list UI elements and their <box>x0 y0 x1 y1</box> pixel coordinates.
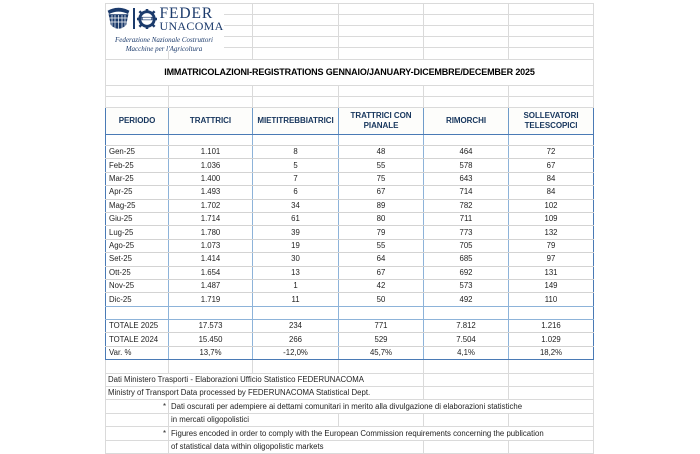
empty-cell <box>169 135 253 146</box>
cell-rimorchi: 464 <box>424 146 509 159</box>
cell-trattrici: 13,7% <box>169 346 253 359</box>
cell-sollevatori-telescopici: 1.216 <box>509 320 594 333</box>
empty-cell <box>509 15 594 26</box>
empty-cell <box>339 15 424 26</box>
empty-cell <box>509 37 594 48</box>
logo-tagline-line1: Federazione Nazionale Costruttori <box>115 36 213 44</box>
cell-sollevatori-telescopici: 18,2% <box>509 346 594 359</box>
column-header-trattrici: TRATTRICI <box>169 108 253 135</box>
cell-trattrici: 1.654 <box>169 266 253 279</box>
table-row <box>106 239 594 252</box>
empty-cell <box>339 413 424 426</box>
cell-label: Var. % <box>106 346 169 359</box>
empty-cell <box>339 306 424 319</box>
empty-cell <box>339 360 424 373</box>
sheet-row-blank <box>106 97 594 108</box>
cell-mietitrebbiatrici: 34 <box>253 199 339 212</box>
cell-rimorchi: 692 <box>424 266 509 279</box>
cell-rimorchi: 705 <box>424 239 509 252</box>
table-spacer-row <box>106 135 594 146</box>
cell-sollevatori-telescopici: 72 <box>509 146 594 159</box>
cell-periodo: Ago-25 <box>106 239 169 252</box>
empty-cell <box>339 4 424 15</box>
cell-trattrici: 1.101 <box>169 146 253 159</box>
logo-divider <box>133 8 135 29</box>
registrations-sheet <box>105 3 594 454</box>
source-note-it: Dati Ministero Trasporti - Elaborazioni Ufficio Statistico FEDERUNACOMA <box>106 373 424 386</box>
cell-sollevatori-telescopici: 67 <box>509 159 594 172</box>
cell-periodo: Feb-25 <box>106 159 169 172</box>
empty-cell <box>253 15 339 26</box>
cell-trattrici: 1.073 <box>169 239 253 252</box>
cell-sollevatori-telescopici: 79 <box>509 239 594 252</box>
empty-cell <box>509 306 594 319</box>
empty-cell <box>106 413 169 426</box>
table-row <box>106 199 594 212</box>
table-header-row <box>106 108 594 135</box>
empty-cell <box>509 4 594 15</box>
cell-mietitrebbiatrici: 13 <box>253 266 339 279</box>
logo-name-unacoma: UNACOMA <box>159 18 224 33</box>
cell-trattrici: 1.414 <box>169 253 253 266</box>
cell-trattrici-con-pianale: 55 <box>339 159 424 172</box>
empty-cell <box>253 48 339 60</box>
cell-periodo: Nov-25 <box>106 279 169 292</box>
cell-periodo: Gen-25 <box>106 146 169 159</box>
empty-cell <box>509 135 594 146</box>
cell-periodo: Apr-25 <box>106 186 169 199</box>
empty-cell <box>424 26 509 37</box>
cell-sollevatori-telescopici: 1.029 <box>509 333 594 346</box>
cell-trattrici-con-pianale: 80 <box>339 212 424 225</box>
federunacoma-logo <box>106 4 224 51</box>
cell-sollevatori-telescopici: 132 <box>509 226 594 239</box>
page-title: IMMATRICOLAZIONI-REGISTRATIONS GENNAIO/JANUARY-DICEMBRE/DECEMBER 2025 <box>106 60 594 86</box>
logo-mark-row <box>106 5 224 32</box>
column-header-periodo: PERIODO <box>106 108 169 135</box>
cell-trattrici-con-pianale: 529 <box>339 333 424 346</box>
table-row <box>106 293 594 306</box>
empty-cell <box>424 86 509 97</box>
cell-mietitrebbiatrici: 1 <box>253 279 339 292</box>
cell-rimorchi: 782 <box>424 199 509 212</box>
empty-cell <box>253 360 339 373</box>
cell-rimorchi: 773 <box>424 226 509 239</box>
empty-cell <box>424 387 509 400</box>
cell-rimorchi: 7.812 <box>424 320 509 333</box>
cell-periodo: Mar-25 <box>106 172 169 185</box>
empty-cell <box>424 37 509 48</box>
table-row <box>106 146 594 159</box>
cell-trattrici: 17.573 <box>169 320 253 333</box>
empty-cell <box>106 86 169 97</box>
cell-sollevatori-telescopici: 131 <box>509 266 594 279</box>
cell-trattrici: 1.036 <box>169 159 253 172</box>
cell-sollevatori-telescopici: 110 <box>509 293 594 306</box>
empty-cell <box>424 4 509 15</box>
cell-trattrici-con-pianale: 67 <box>339 186 424 199</box>
cell-mietitrebbiatrici: 30 <box>253 253 339 266</box>
cell-trattrici: 1.719 <box>169 293 253 306</box>
cell-sollevatori-telescopici: 84 <box>509 172 594 185</box>
cell-mietitrebbiatrici: 61 <box>253 212 339 225</box>
footnote-it-line2: in mercati oligopolistici <box>169 413 339 426</box>
cell-trattrici-con-pianale: 45,7% <box>339 346 424 359</box>
cell-periodo: Giu-25 <box>106 212 169 225</box>
cell-mietitrebbiatrici: 7 <box>253 172 339 185</box>
cell-mietitrebbiatrici: 19 <box>253 239 339 252</box>
empty-cell <box>339 86 424 97</box>
cell-label: TOTALE 2024 <box>106 333 169 346</box>
empty-cell <box>509 86 594 97</box>
footnote-marker: * <box>106 427 169 440</box>
cell-trattrici: 1.780 <box>169 226 253 239</box>
empty-cell <box>339 37 424 48</box>
footnote-it-line1: Dati oscurati per adempiere ai dettami comunitari in merito alla divulgazione di elaborazioni statistiche <box>169 400 594 413</box>
cell-mietitrebbiatrici: 266 <box>253 333 339 346</box>
empty-cell <box>106 135 169 146</box>
table-row <box>106 172 594 185</box>
cell-mietitrebbiatrici: 11 <box>253 293 339 306</box>
cell-label: TOTALE 2025 <box>106 320 169 333</box>
logo-wordmark <box>160 6 224 32</box>
cell-mietitrebbiatrici: 5 <box>253 159 339 172</box>
table-row <box>106 279 594 292</box>
cell-periodo: Mag-25 <box>106 199 169 212</box>
empty-cell <box>339 26 424 37</box>
cell-trattrici-con-pianale: 79 <box>339 226 424 239</box>
cell-rimorchi: 685 <box>424 253 509 266</box>
cell-sollevatori-telescopici: 149 <box>509 279 594 292</box>
cell-mietitrebbiatrici: 6 <box>253 186 339 199</box>
cell-trattrici-con-pianale: 48 <box>339 146 424 159</box>
empty-cell <box>106 97 169 108</box>
cell-rimorchi: 714 <box>424 186 509 199</box>
total-row-2025 <box>106 320 594 333</box>
cell-trattrici-con-pianale: 771 <box>339 320 424 333</box>
empty-cell <box>509 97 594 108</box>
empty-cell <box>169 97 253 108</box>
empty-cell <box>424 440 509 453</box>
logo-tagline <box>106 36 222 54</box>
empty-cell <box>106 440 169 453</box>
cell-trattrici: 15.450 <box>169 333 253 346</box>
cell-trattrici: 1.493 <box>169 186 253 199</box>
variation-row <box>106 346 594 359</box>
empty-cell <box>169 360 253 373</box>
cell-mietitrebbiatrici: 8 <box>253 146 339 159</box>
cell-rimorchi: 7.504 <box>424 333 509 346</box>
empty-cell <box>424 373 509 386</box>
empty-cell <box>253 135 339 146</box>
cell-periodo: Dic-25 <box>106 293 169 306</box>
cell-rimorchi: 643 <box>424 172 509 185</box>
table-spacer-row <box>106 306 594 319</box>
cell-trattrici-con-pianale: 64 <box>339 253 424 266</box>
cell-periodo: Lug-25 <box>106 226 169 239</box>
empty-cell <box>106 360 169 373</box>
empty-cell <box>509 387 594 400</box>
footnote-row <box>106 400 594 413</box>
cell-rimorchi: 573 <box>424 279 509 292</box>
eagle-crest-icon <box>106 5 131 32</box>
logo-name-feder: FEDER <box>159 4 214 22</box>
empty-cell <box>339 135 424 146</box>
empty-cell <box>424 135 509 146</box>
empty-cell <box>509 26 594 37</box>
column-header-trattrici-con-pianale: TRATTRICI CON PIANALE <box>339 108 424 135</box>
footnote-row <box>106 427 594 440</box>
empty-cell <box>253 37 339 48</box>
empty-cell <box>424 48 509 60</box>
empty-cell <box>253 306 339 319</box>
cell-sollevatori-telescopici: 109 <box>509 212 594 225</box>
cell-trattrici: 1.702 <box>169 199 253 212</box>
column-header-mietitrebbiatrici: MIETITREBBIATRICI <box>253 108 339 135</box>
cell-periodo: Ott-25 <box>106 266 169 279</box>
empty-cell <box>339 48 424 60</box>
cell-mietitrebbiatrici: 234 <box>253 320 339 333</box>
empty-cell <box>253 26 339 37</box>
empty-cell <box>253 4 339 15</box>
empty-cell <box>424 15 509 26</box>
sheet-row-blank <box>106 86 594 97</box>
cell-trattrici-con-pianale: 89 <box>339 199 424 212</box>
logo-tagline-line2: Macchine per l'Agricoltura <box>125 44 203 53</box>
footnote-row <box>106 373 594 386</box>
column-header-sollevatori-telescopici: SOLLEVATORI TELESCOPICI <box>509 108 594 135</box>
cell-sollevatori-telescopici: 84 <box>509 186 594 199</box>
cell-trattrici-con-pianale: 50 <box>339 293 424 306</box>
cell-trattrici: 1.400 <box>169 172 253 185</box>
footnote-en-line1: Figures encoded in order to comply with the European Commission requirements concerning the publication <box>169 427 594 440</box>
cogwheel-icon <box>137 9 157 29</box>
empty-cell <box>509 413 594 426</box>
cell-rimorchi: 711 <box>424 212 509 225</box>
column-header-rimorchi: RIMORCHI <box>424 108 509 135</box>
cell-trattrici: 1.487 <box>169 279 253 292</box>
empty-cell <box>424 413 509 426</box>
total-row-2024 <box>106 333 594 346</box>
table-row <box>106 159 594 172</box>
empty-cell <box>169 86 253 97</box>
cell-trattrici-con-pianale: 55 <box>339 239 424 252</box>
footnote-en-line2: of statistical data within oligopolistic markets <box>169 440 424 453</box>
cell-periodo: Set-25 <box>106 253 169 266</box>
cell-sollevatori-telescopici: 97 <box>509 253 594 266</box>
cell-rimorchi: 578 <box>424 159 509 172</box>
table-row <box>106 266 594 279</box>
empty-cell <box>424 360 509 373</box>
table-row <box>106 253 594 266</box>
source-note-en: Ministry of Transport Data processed by FEDERUNACOMA Statistical Dept. <box>106 387 424 400</box>
footnote-row <box>106 440 594 453</box>
empty-cell <box>253 97 339 108</box>
cell-trattrici: 1.714 <box>169 212 253 225</box>
cell-mietitrebbiatrici: -12,0% <box>253 346 339 359</box>
empty-cell <box>339 97 424 108</box>
sheet-row-blank <box>106 360 594 373</box>
empty-cell <box>509 373 594 386</box>
cell-rimorchi: 492 <box>424 293 509 306</box>
empty-cell <box>509 48 594 60</box>
table-row <box>106 186 594 199</box>
empty-cell <box>424 306 509 319</box>
empty-cell <box>253 86 339 97</box>
cell-trattrici-con-pianale: 42 <box>339 279 424 292</box>
empty-cell <box>424 97 509 108</box>
table-row <box>106 212 594 225</box>
cell-trattrici-con-pianale: 67 <box>339 266 424 279</box>
empty-cell <box>169 306 253 319</box>
footnote-row <box>106 413 594 426</box>
sheet-row-title <box>106 60 594 86</box>
empty-cell <box>509 360 594 373</box>
cell-sollevatori-telescopici: 102 <box>509 199 594 212</box>
table-row <box>106 226 594 239</box>
empty-cell <box>106 306 169 319</box>
cell-rimorchi: 4,1% <box>424 346 509 359</box>
cell-trattrici-con-pianale: 75 <box>339 172 424 185</box>
footnote-marker: * <box>106 400 169 413</box>
cell-mietitrebbiatrici: 39 <box>253 226 339 239</box>
footnote-row <box>106 387 594 400</box>
empty-cell <box>509 440 594 453</box>
